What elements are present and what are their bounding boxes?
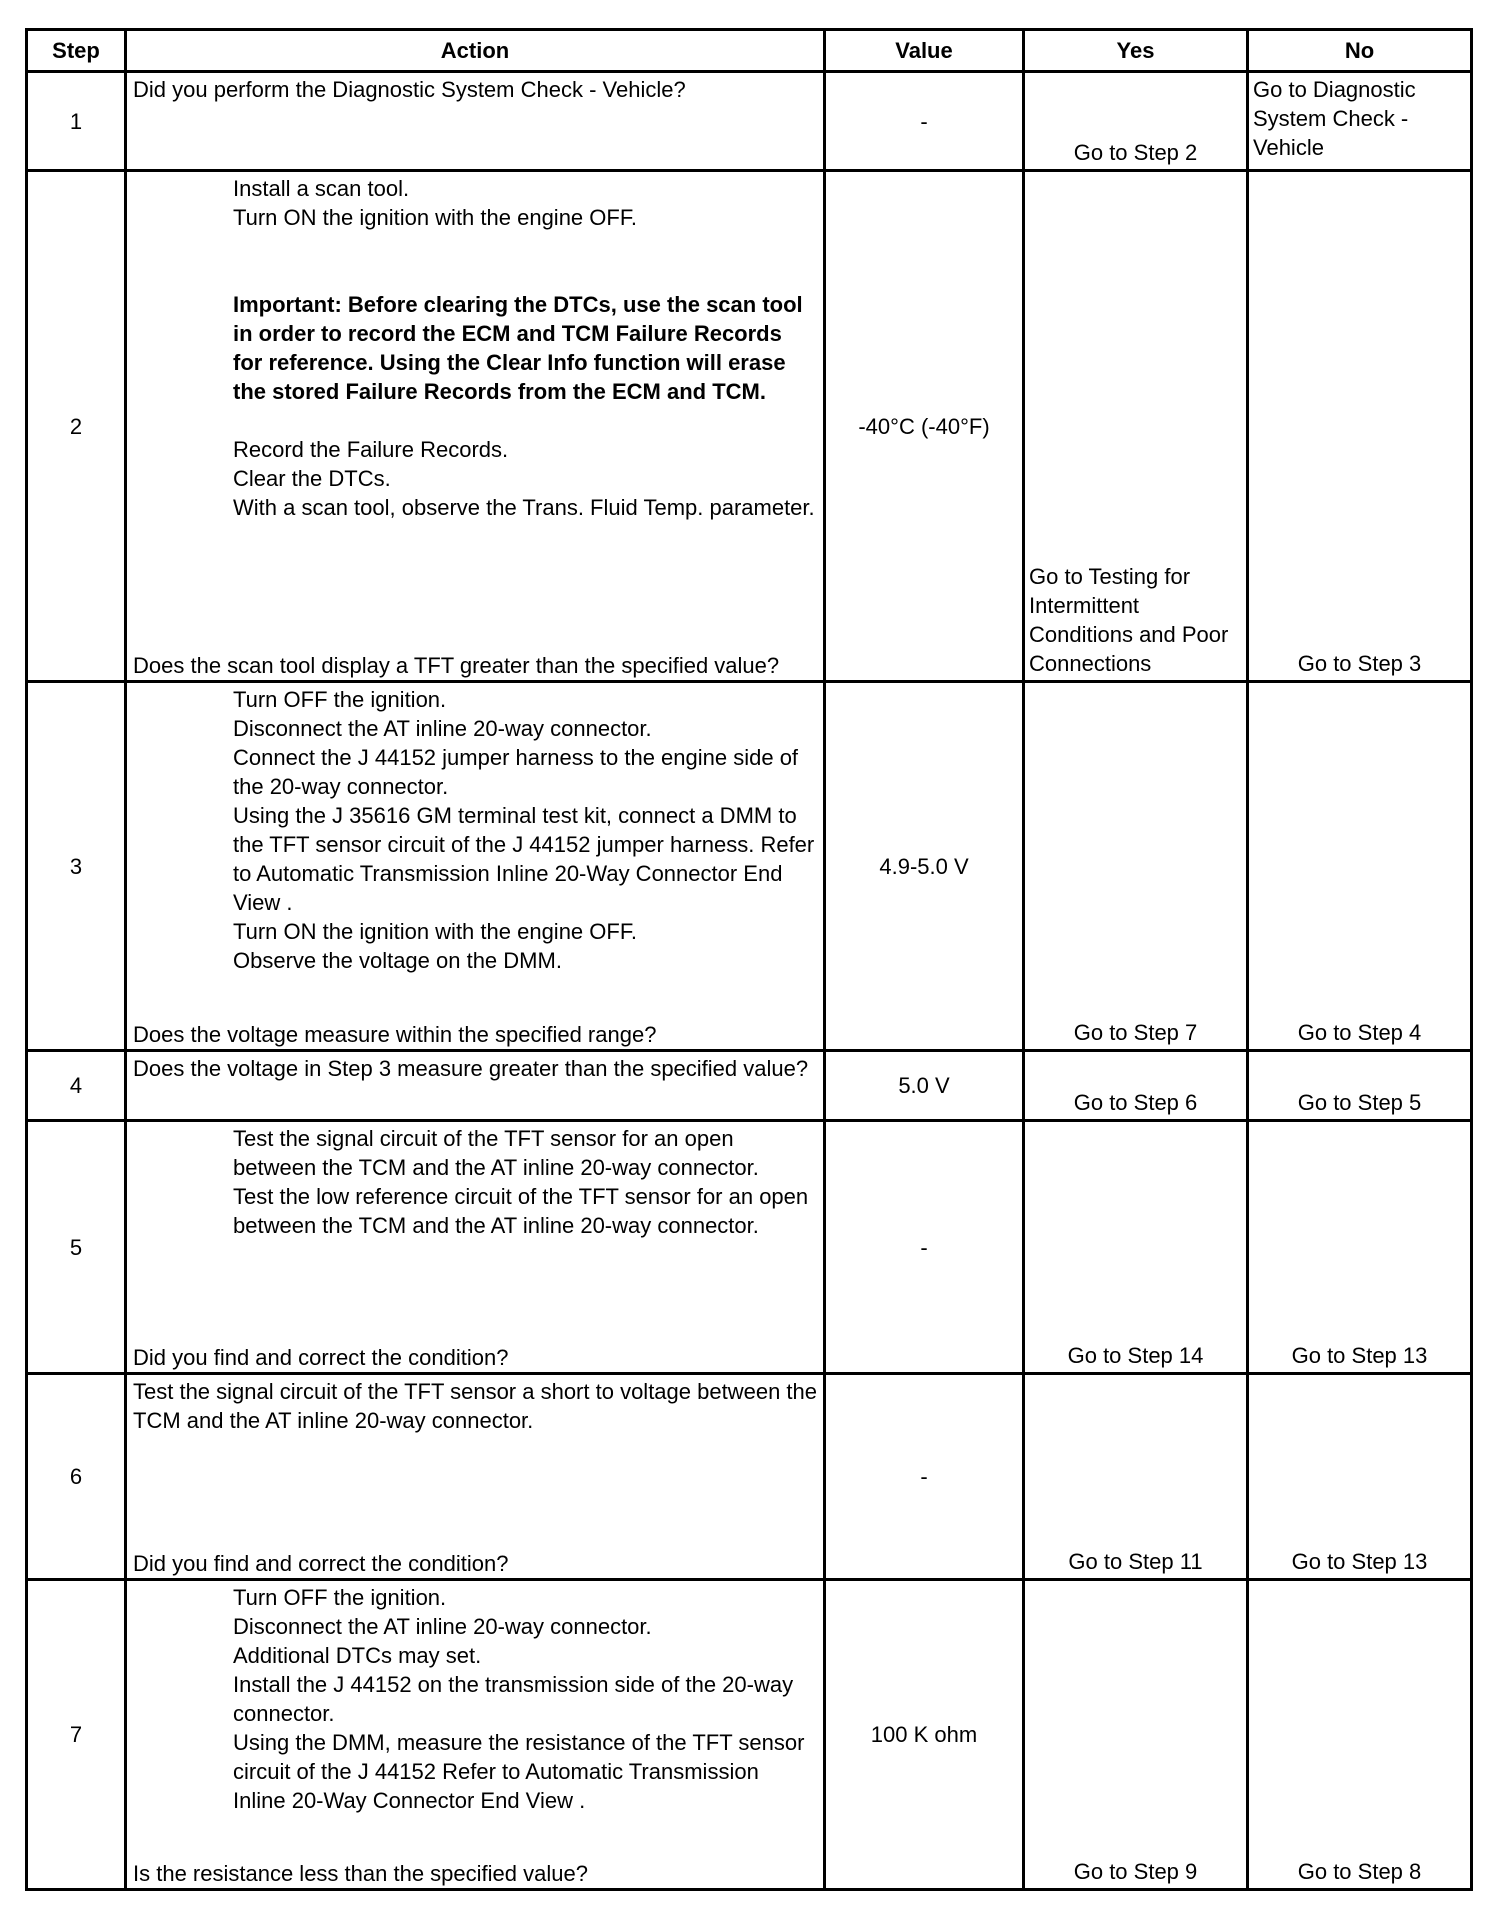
yes-cell [1024, 1374, 1248, 1580]
action-question: Did you find and correct the condition? [133, 1551, 509, 1576]
no-link[interactable]: Go to Step 13 [1291, 1549, 1428, 1574]
action-steps [133, 174, 817, 232]
value-cell: - [825, 72, 1024, 171]
yes-cell [1024, 682, 1248, 1051]
action-step: Turn OFF the ignition. [233, 1585, 447, 1610]
table-row-step-5 [27, 1121, 1472, 1374]
action-step: Observe the voltage on the DMM. [233, 948, 562, 973]
action-step: Disconnect the AT inline 20-way connector. [233, 716, 652, 741]
yes-link[interactable]: Go to Step 9 [1073, 1859, 1198, 1884]
action-intro: Test the signal circuit of the TFT sensor a short to voltage between the TCM and the AT inline 20-way connector. [133, 1379, 817, 1433]
action-step: Disconnect the AT inline 20-way connector. [233, 1614, 652, 1639]
value-cell: -40°C (-40°F) [825, 171, 1024, 682]
important-note: Important: Before clearing the DTCs, use the scan tool in order to record the ECM and TCM Failure Records for reference. Using the Clear Info function will erase the stored Failure Records from the ECM and TCM. [233, 292, 803, 404]
value-cell: - [825, 1121, 1024, 1374]
header-step: Step [27, 30, 126, 72]
action-step: With a scan tool, observe the Trans. Fluid Temp. parameter. [233, 495, 815, 520]
no-link[interactable]: Go to Step 8 [1297, 1859, 1422, 1884]
yes-link[interactable]: Go to Testing for Intermittent Conditions and Poor Connections [1029, 564, 1229, 676]
diagnostic-table-container [25, 28, 1473, 1891]
action-question: Does the scan tool display a TFT greater than the specified value? [133, 653, 780, 678]
action-steps [133, 1124, 817, 1240]
value-cell: 100 K ohm [825, 1580, 1024, 1890]
action-step: Clear the DTCs. [233, 466, 391, 491]
action-question: Does the voltage measure within the specified range? [133, 1022, 657, 1047]
yes-cell [1024, 1051, 1248, 1121]
yes-cell [1024, 171, 1248, 682]
action-step: Install a scan tool. [233, 176, 410, 201]
no-link[interactable]: Go to Step 3 [1297, 651, 1422, 676]
value-cell: 5.0 V [825, 1051, 1024, 1121]
action-cell [126, 1374, 825, 1580]
no-link[interactable]: Go to Diagnostic System Check - Vehicle [1253, 77, 1416, 160]
table-row-step-1 [27, 72, 1472, 171]
action-step: Record the Failure Records. [233, 437, 509, 462]
no-cell [1248, 1580, 1472, 1890]
value-cell: 4.9-5.0 V [825, 682, 1024, 1051]
yes-link[interactable]: Go to Step 6 [1073, 1090, 1198, 1115]
action-cell [126, 1121, 825, 1374]
no-cell [1248, 72, 1472, 171]
step-number: 3 [27, 682, 126, 1051]
action-steps [133, 1583, 817, 1815]
no-cell [1248, 682, 1472, 1051]
action-question: Did you perform the Diagnostic System Check - Vehicle? [133, 77, 686, 102]
diagnostic-table [25, 28, 1473, 1891]
table-row-step-7 [27, 1580, 1472, 1890]
action-step: Using the DMM, measure the resistance of the TFT sensor circuit of the J 44152 Refer to Automatic Transmission Inline 20-Way Connector End View . [233, 1730, 805, 1813]
action-step: Additional DTCs may set. [233, 1643, 482, 1668]
yes-cell [1024, 72, 1248, 171]
step-number: 4 [27, 1051, 126, 1121]
yes-link[interactable]: Go to Step 14 [1067, 1343, 1204, 1368]
table-row-step-3 [27, 682, 1472, 1051]
step-number: 7 [27, 1580, 126, 1890]
action-step: Using the J 35616 GM terminal test kit, connect a DMM to the TFT sensor circuit of the J 44152 jumper harness. Refer to Automatic Transmission Inline 20-Way Connector End View . [233, 803, 815, 915]
header-action: Action [126, 30, 825, 72]
action-question: Does the voltage in Step 3 measure greater than the specified value? [133, 1056, 809, 1081]
yes-link[interactable]: Go to Step 11 [1068, 1549, 1203, 1574]
no-cell [1248, 1374, 1472, 1580]
action-step: Install the J 44152 on the transmission side of the 20-way connector. [233, 1672, 794, 1726]
header-value: Value [825, 30, 1024, 72]
value-cell: - [825, 1374, 1024, 1580]
action-question: Is the resistance less than the specified value? [133, 1861, 588, 1886]
table-row-step-4 [27, 1051, 1472, 1121]
yes-link[interactable]: Go to Step 2 [1073, 140, 1198, 165]
step-number: 1 [27, 72, 126, 171]
action-step: Turn ON the ignition with the engine OFF. [233, 205, 637, 230]
no-link[interactable]: Go to Step 5 [1297, 1090, 1422, 1115]
no-cell [1248, 1121, 1472, 1374]
no-cell [1248, 1051, 1472, 1121]
action-cell [126, 171, 825, 682]
action-cell [126, 72, 825, 171]
table-row-step-2 [27, 171, 1472, 682]
action-steps [133, 435, 817, 522]
action-step: Connect the J 44152 jumper harness to the engine side of the 20-way connector. [233, 745, 799, 799]
action-question: Did you find and correct the condition? [133, 1345, 509, 1370]
no-link[interactable]: Go to Step 13 [1291, 1343, 1428, 1368]
action-cell [126, 1051, 825, 1121]
yes-cell [1024, 1580, 1248, 1890]
step-number: 5 [27, 1121, 126, 1374]
step-number: 6 [27, 1374, 126, 1580]
action-step: Test the signal circuit of the TFT sensor for an open between the TCM and the AT inline 20-way connector. [233, 1126, 759, 1180]
yes-cell [1024, 1121, 1248, 1374]
no-link[interactable]: Go to Step 4 [1297, 1020, 1422, 1045]
yes-link[interactable]: Go to Step 7 [1073, 1020, 1198, 1045]
header-yes: Yes [1024, 30, 1248, 72]
action-step: Test the low reference circuit of the TFT sensor for an open between the TCM and the AT inline 20-way connector. [233, 1184, 809, 1238]
action-step: Turn ON the ignition with the engine OFF. [233, 919, 637, 944]
header-no: No [1248, 30, 1472, 72]
no-cell [1248, 171, 1472, 682]
step-number: 2 [27, 171, 126, 682]
action-step: Turn OFF the ignition. [233, 687, 447, 712]
table-row-step-6 [27, 1374, 1472, 1580]
action-steps [133, 685, 817, 975]
table-header-row [27, 30, 1472, 72]
action-cell [126, 1580, 825, 1890]
action-cell [126, 682, 825, 1051]
